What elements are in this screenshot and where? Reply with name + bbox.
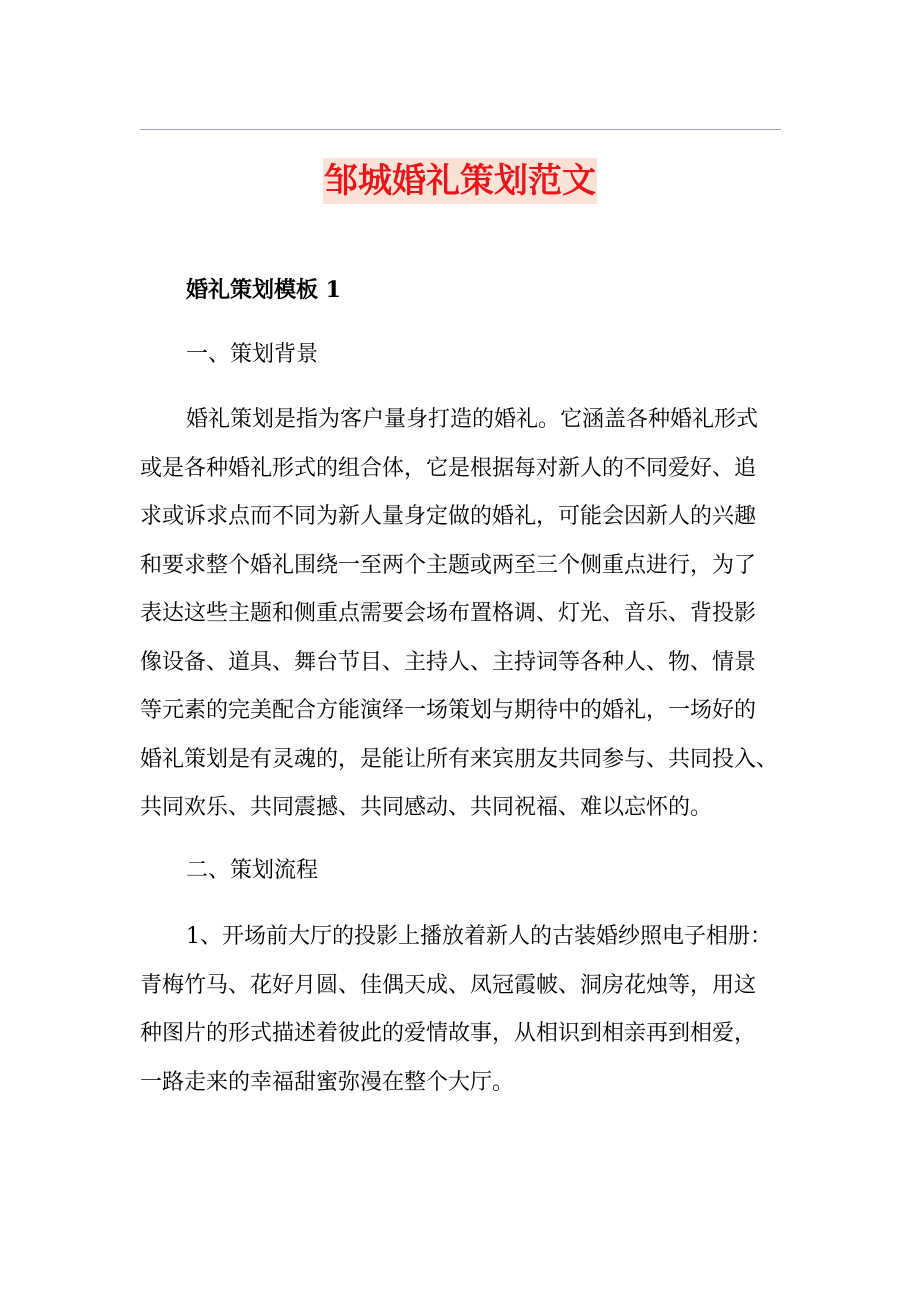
document-title: 邹城婚礼策划范文 xyxy=(323,158,597,204)
paragraph-line: 种图片的形式描述着彼此的爱情故事，从相识到相亲再到相爱， xyxy=(140,1021,757,1046)
paragraph-line: 等元素的完美配合方能演绎一场策划与期待中的婚礼，一场好的 xyxy=(140,698,757,723)
paragraph-line: 青梅竹马、花好月圆、佳偶天成、凤冠霞帔、洞房花烛等，用这 xyxy=(140,972,757,998)
header-rule xyxy=(140,129,781,130)
heading-background: 一、策划背景 xyxy=(186,342,319,367)
paragraph-line: 共同欢乐、共同震撼、共同感动、共同祝福、难以忘怀的。 xyxy=(140,795,713,820)
paragraph-line: 1、开场前大厅的投影上播放着新人的古装婚纱照电子相册： xyxy=(186,924,772,949)
title-container xyxy=(0,158,920,204)
paragraph-line: 和要求整个婚礼围绕一至两个主题或两至三个侧重点进行，为了 xyxy=(140,552,757,578)
paragraph-line: 求或诉求点而不同为新人量身定做的婚礼，可能会因新人的兴趣 xyxy=(140,504,757,529)
paragraph-background xyxy=(140,402,781,839)
paragraph-line: 一路走来的幸福甜蜜弥漫在整个大厅。 xyxy=(140,1069,515,1095)
paragraph-process xyxy=(140,919,781,1113)
section-title: 婚礼策划模板 1 xyxy=(186,277,341,303)
heading-process: 二、策划流程 xyxy=(186,858,319,883)
paragraph-line: 表达这些主题和侧重点需要会场布置格调、灯光、音乐、背投影 xyxy=(140,601,757,626)
paragraph-line: 婚礼策划是有灵魂的，是能让所有来宾朋友共同参与、共同投入、 xyxy=(140,746,779,772)
paragraph-line: 像设备、道具、舞台节目、主持人、主持词等各种人、物、情景 xyxy=(140,649,757,675)
paragraph-line: 婚礼策划是指为客户量身打造的婚礼。它涵盖各种婚礼形式 xyxy=(186,407,759,432)
paragraph-line: 或是各种婚礼形式的组合体，它是根据每对新人的不同爱好、追 xyxy=(140,455,757,481)
